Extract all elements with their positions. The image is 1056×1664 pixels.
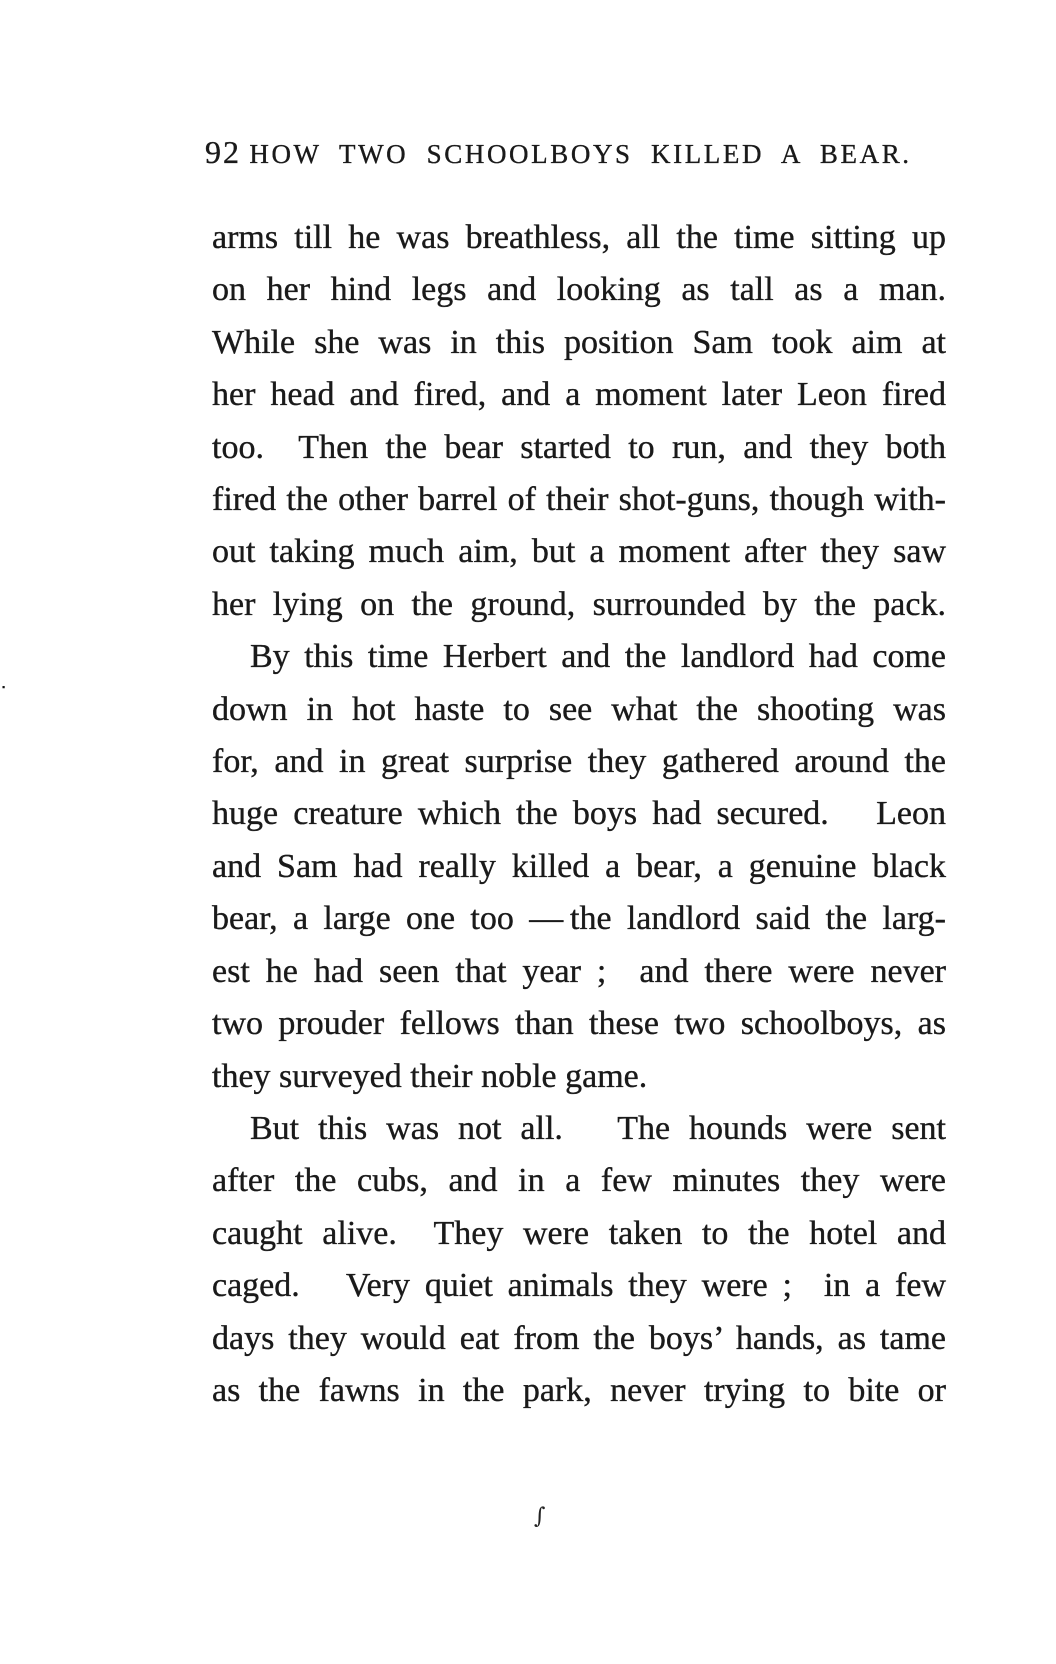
text-line: fired the other barrel of their shot-guns, though with- (212, 481, 946, 519)
text-line: on her hind legs and looking as tall as a man. (212, 271, 946, 309)
text-line: caged. Very quiet animals they were ; in a few (212, 1267, 946, 1305)
text-line: By this time Herbert and the landlord had come (250, 638, 946, 676)
text-line: caught alive. They were taken to the hotel and (212, 1214, 946, 1252)
text-line: her lying on the ground, surrounded by the pack. (212, 585, 946, 623)
paragraph (212, 212, 946, 631)
running-head (205, 134, 946, 171)
text-line: they surveyed their noble game. (212, 1057, 648, 1095)
text-line: as the fawns in the park, never trying to bite or (212, 1371, 946, 1409)
ink-squiggle-artifact: ∫ (534, 1504, 546, 1529)
margin-speck-artifact: ▪ (2, 682, 6, 692)
text-line: out taking much aim, but a moment after they saw (212, 533, 946, 571)
text-line: two prouder fellows than these two schoolboys, as (212, 1005, 946, 1043)
text-line: her head and fired, and a moment later Leon fired (212, 376, 946, 414)
page-number: 92 (205, 134, 241, 170)
text-line: huge creature which the boys had secured. Leon (212, 795, 946, 833)
paragraph (212, 631, 946, 1103)
text-line: est he had seen that year ; and there were never (212, 952, 946, 990)
text-line: for, and in great surprise they gathered around the (212, 743, 946, 781)
body-text (212, 212, 946, 1417)
text-line: days they would eat from the boys’ hands, as tame (212, 1319, 946, 1357)
text-line: after the cubs, and in a few minutes they were (212, 1162, 946, 1200)
text-line: bear, a large one too — the landlord said the larg- (212, 900, 946, 938)
text-line: arms till he was breathless, all the time sitting up (212, 219, 946, 256)
text-line: down in hot haste to see what the shooting was (212, 690, 946, 728)
running-title: HOW TWO SCHOOLBOYS KILLED A BEAR. (249, 139, 912, 169)
text-line: While she was in this position Sam took aim at (212, 323, 946, 361)
text-line: and Sam had really killed a bear, a genuine black (212, 847, 946, 885)
text-line: But this was not all. The hounds were sent (250, 1109, 946, 1147)
paragraph (212, 1103, 946, 1417)
text-line: too. Then the bear started to run, and they both (212, 428, 946, 466)
